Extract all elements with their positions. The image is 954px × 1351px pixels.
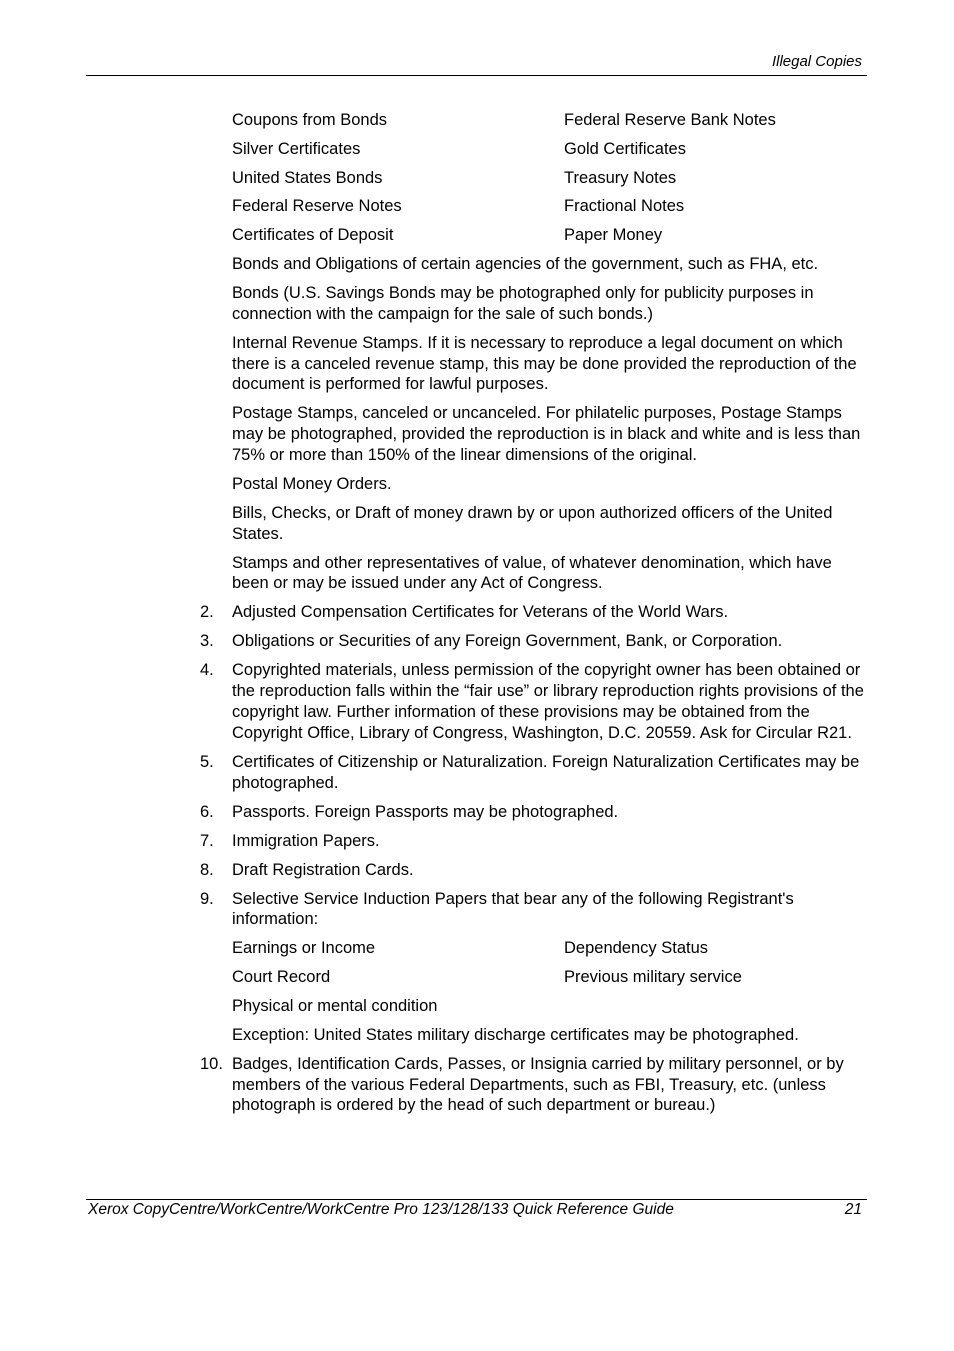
footer-rule [86, 1199, 867, 1200]
page-number: 21 [844, 1201, 862, 1218]
pair-row [232, 196, 868, 217]
pair-row [232, 168, 868, 189]
paragraph: Stamps and other representatives of value, of whatever denomination, which have been or may be issued under any Act of Congress. [232, 553, 832, 593]
pair-row [232, 938, 868, 959]
page-content [200, 110, 868, 1124]
pair-right: Previous military service [564, 968, 742, 987]
pair-left: United States Bonds [232, 168, 383, 187]
pair-right: Dependency Status [564, 939, 709, 958]
list-number: 5. [200, 752, 214, 771]
pair-row [232, 110, 868, 131]
list-item [200, 1054, 868, 1116]
pair-left: Court Record [232, 968, 331, 987]
pair-right: Treasury Notes [564, 168, 677, 187]
list-number: 7. [200, 831, 214, 850]
pair-left: Earnings or Income [232, 939, 376, 958]
list-number: 2. [200, 603, 214, 622]
pair-left: Coupons from Bonds [232, 111, 388, 129]
list-text: Badges, Identification Cards, Passes, or Insignia carried by military personnel, or by members of the various Federal Departments, such as FBI, Treasury, etc. (unless photograph is ordered by the head of such department or bureau.) [232, 1054, 844, 1115]
paragraph: Bills, Checks, or Draft of money drawn by or upon authorized officers of the United States. [232, 503, 833, 543]
list-item [200, 860, 868, 881]
list-item [200, 660, 868, 743]
paragraph: Bonds (U.S. Savings Bonds may be photographed only for publicity purposes in connection with the campaign for the sale of such bonds.) [232, 283, 814, 323]
pair-right: Fractional Notes [564, 197, 685, 216]
list-item [200, 631, 868, 652]
pair-right: Gold Certificates [564, 139, 686, 158]
paragraph: Bonds and Obligations of certain agencies of the government, such as FHA, etc. [232, 254, 819, 273]
list-item [200, 802, 868, 823]
list-number: 3. [200, 632, 214, 651]
list-item [200, 889, 868, 931]
pair-left: Federal Reserve Notes [232, 197, 402, 216]
pair-right: Federal Reserve Bank Notes [564, 111, 776, 129]
list-text: Immigration Papers. [232, 831, 380, 850]
running-header-title: Illegal Copies [771, 53, 862, 70]
header-rule [86, 75, 867, 76]
list-number: 6. [200, 802, 214, 821]
list-text: Copyrighted materials, unless permission of the copyright owner has been obtained or the reproduction falls within the “fair use” or library reproduction rights provisions of the copyright law. Further information of these provisions may be obtained from the Copyright Office, Library of Congress, Washington, D.C. 20559. Ask for Circular R21. [232, 661, 864, 742]
list-text: Obligations or Securities of any Foreign Government, Bank, or Corporation. [232, 632, 783, 651]
list-text: Certificates of Citizenship or Naturalization. Foreign Naturalization Certificates may be photographed. [232, 752, 860, 792]
pair-left: Silver Certificates [232, 139, 361, 158]
single-entry: Physical or mental condition [232, 996, 438, 1015]
pair-right: Paper Money [564, 226, 663, 245]
list-item [200, 602, 868, 623]
pair-row [232, 967, 868, 988]
paragraph: Internal Revenue Stamps. If it is necessary to reproduce a legal document on which there is a canceled revenue stamp, this may be done provided the reproduction of the document is performed for lawful purposes. [232, 333, 857, 394]
pair-row [232, 139, 868, 160]
list-text: Passports. Foreign Passports may be photographed. [232, 802, 619, 821]
list-number: 9. [200, 889, 214, 908]
paragraph: Postal Money Orders. [232, 474, 392, 493]
list-text: Selective Service Induction Papers that bear any of the following Registrant's information: [232, 889, 794, 929]
list-text: Adjusted Compensation Certificates for Veterans of the World Wars. [232, 603, 729, 622]
pair-left: Certificates of Deposit [232, 226, 394, 245]
pair-row [232, 225, 868, 246]
list-text: Draft Registration Cards. [232, 860, 414, 879]
list-number: 4. [200, 661, 214, 680]
footer-guide-title: Xerox CopyCentre/WorkCentre/WorkCentre Pro 123/128/133 Quick Reference Guide [88, 1201, 674, 1218]
paragraph: Postage Stamps, canceled or uncanceled. For philatelic purposes, Postage Stamps may be photographed, provided the reproduction is in black and white and is less than 75% or more than 150% of the linear dimensions of the original. [232, 404, 861, 464]
exception-note: Exception: United States military discharge certificates may be photographed. [232, 1025, 799, 1044]
list-number: 8. [200, 860, 214, 879]
list-item [200, 752, 868, 794]
list-item [200, 831, 868, 852]
list-number: 10. [200, 1054, 223, 1073]
